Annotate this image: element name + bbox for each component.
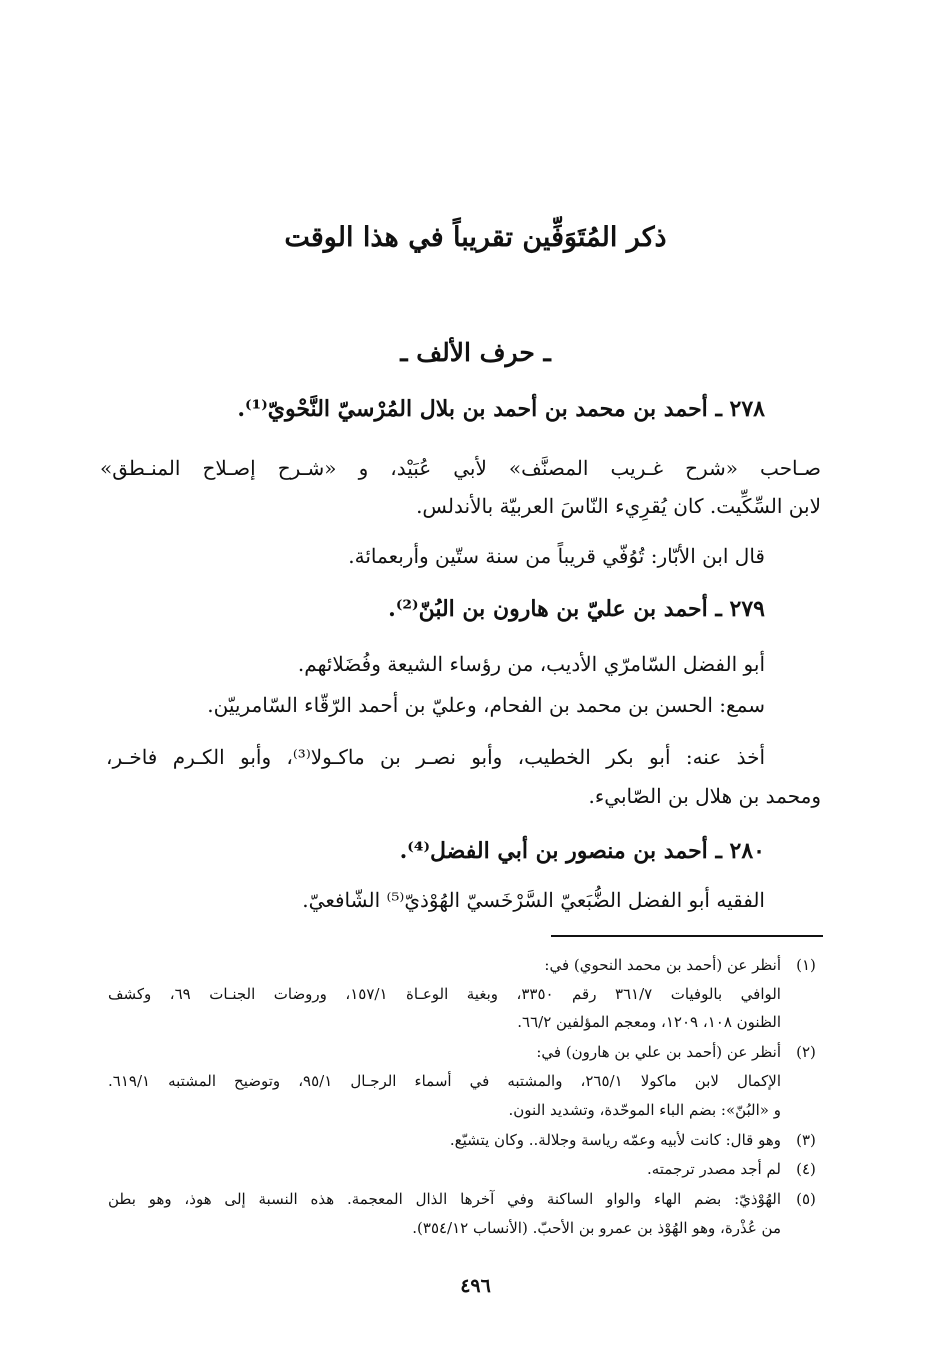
footnote-1-line-2: الوافي بالوفيات ٣٦١/٧ رقم ٣٣٥٠، وبغية الوعـاة ١٥٧/١، وروضات الجنـات ٦٩، وكشف bbox=[108, 985, 781, 1003]
footnote-2-line-3: و «البُنّ»: بضم الباء الموحّدة، وتشديد النون. bbox=[508, 1101, 781, 1119]
footnote-separator bbox=[551, 935, 823, 937]
footnote-1-line-1: أنظر عن (أحمد بن محمد النحوي) في: bbox=[544, 956, 781, 974]
footnote-number-3: (٣) bbox=[796, 1131, 816, 1149]
entry-heading-278: ٢٧٨ ـ أحمد بن محمد بن أحمد بن بلال المُرْسيّ النَّحْويّ⁽¹⁾. bbox=[237, 396, 765, 422]
entry-279-line-1: أبو الفضل السّامرّي الأديب، من رؤساء الشيعة وفُضَلائهم. bbox=[297, 652, 765, 676]
footnote-5-line-1: الهُوْذيّ: بضم الهاء والواو الساكنة وفي آخرها الذال المعجمة. هذه النسبة إلى هوذ، وهو بطن bbox=[108, 1190, 781, 1208]
entry-278-line-3: قال ابن الأبّار: تُوُفّي قريباً من سنة ستّين وأربعمائة. bbox=[348, 544, 765, 568]
footnote-2-line-2: الإكمال لابن ماكولا ٢٦٥/١، والمشتبه في أسماء الرجـال ٩٥/١، وتوضيح المشتبه ٦١٩/١. bbox=[108, 1072, 781, 1090]
entry-279-line-3: أخذ عنه: أبو بكر الخطيب، وأبو نصـر بن ماكـولا⁽³⁾، وأبو الكـرم فاخـر، bbox=[106, 745, 765, 769]
entry-heading-280: ٢٨٠ ـ أحمد بن منصور بن أبي الفضل⁽⁴⁾. bbox=[399, 838, 765, 864]
entry-278-line-2: لابن السِّكِّيت. كان يُقرِيء النّاسَ العربيّة بالأندلس. bbox=[416, 494, 821, 518]
page-number: ٤٩٦ bbox=[460, 1275, 491, 1297]
footnote-number-4: (٤) bbox=[796, 1160, 816, 1178]
entry-278-line-1: صـاحب «شرح غـريب المصنَّف» لأبي عُبَيْد، و «شـرح إصـلاح المنـطق» bbox=[100, 456, 821, 480]
entry-279-line-4: ومحمد بن هلال بن الصّابيء. bbox=[588, 784, 821, 808]
entry-280-line-1: الفقيه أبو الفضل الضُّبَعيّ السَّرْخَسيّ الهُوْذيّ⁽⁵⁾ الشّافعيّ. bbox=[302, 888, 765, 912]
entry-heading-279: ٢٧٩ ـ أحمد بن عليّ بن هارون بن البُنّ⁽²⁾. bbox=[388, 596, 765, 622]
footnote-1-line-3: الظنون ١٠٨، ١٢٠٩، ومعجم المؤلفين ٦٦/٢. bbox=[517, 1013, 781, 1031]
footnote-4-line-1: لم أجد مصدر ترجمته. bbox=[646, 1160, 781, 1178]
footnote-number-5: (٥) bbox=[796, 1190, 816, 1208]
section-heading: ـ حرف الألف ـ bbox=[400, 338, 551, 367]
entry-279-line-2: سمع: الحسن بن محمد بن الفحام، وعليّ بن أحمد الرّقّاء السّامرييّن. bbox=[207, 693, 765, 717]
chapter-title: ذكر المُتَوَفِّين تقريباً في هذا الوقت bbox=[284, 222, 667, 253]
footnote-5-line-2: من عُذْرة، وهو الهُوْذ بن عمرو بن الأحبّ. (الأنساب ٣٥٤/١٢). bbox=[412, 1219, 781, 1237]
footnote-2-line-1: أنظر عن (أحمد بن علي بن هارون) في: bbox=[536, 1043, 781, 1061]
footnote-3-line-1: وهو قال: كانت لأبيه وعمّه رياسة وجلالة.. وكان يتشيّع. bbox=[449, 1131, 781, 1149]
footnote-number-1: (١) bbox=[796, 956, 816, 974]
footnote-number-2: (٢) bbox=[796, 1043, 816, 1061]
